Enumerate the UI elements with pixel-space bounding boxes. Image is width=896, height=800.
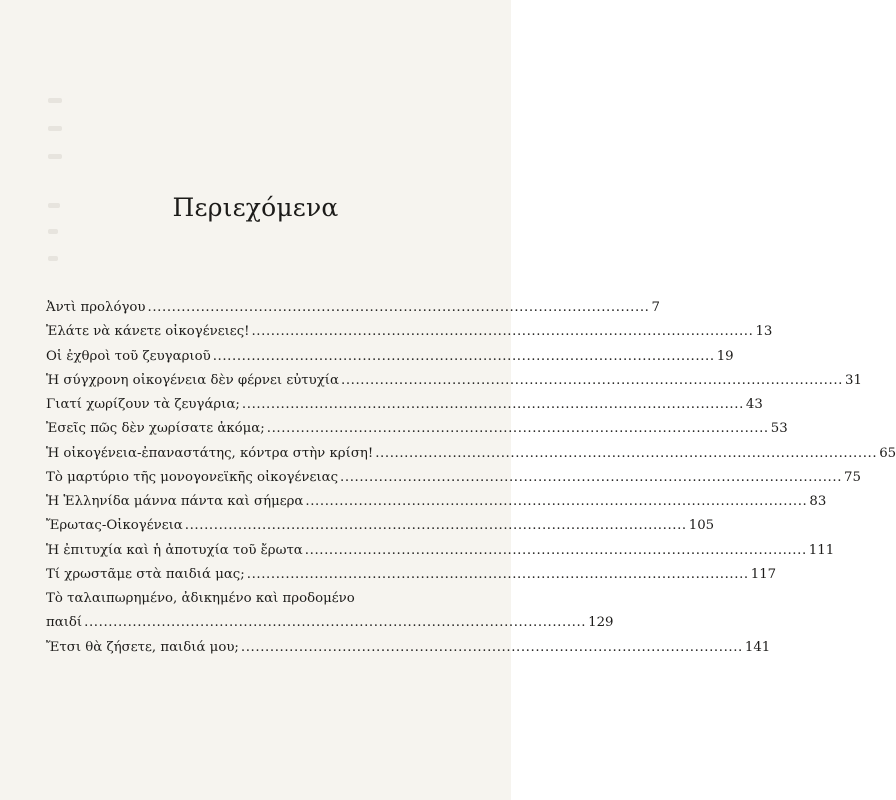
- show-through-line: [48, 256, 58, 261]
- dot-leader: ........................................................................................................: [340, 469, 843, 485]
- toc-entry[interactable]: [46, 539, 835, 563]
- dot-leader: ........................................................................................................: [246, 566, 749, 582]
- toc-entry-title-continued: παιδί: [46, 615, 83, 631]
- toc-entry-title: Ἐσεῖς πῶς δὲν χωρίσατε ἀκόμα;: [46, 421, 265, 437]
- toc-entry-page: 129: [588, 615, 614, 631]
- dot-leader: ........................................................................................................: [147, 300, 650, 315]
- toc-entry[interactable]: [46, 514, 715, 538]
- dot-leader: ........................................................................................................: [375, 445, 878, 461]
- toc-entry[interactable]: [46, 320, 773, 344]
- toc-entry-page: 117: [750, 566, 777, 582]
- toc-entry[interactable]: [46, 636, 771, 660]
- dot-leader: ........................................................................................................: [184, 518, 687, 534]
- toc-entry-page: 111: [808, 542, 835, 558]
- toc-entry[interactable]: [46, 296, 660, 320]
- toc-entry-page: 7: [651, 300, 660, 315]
- toc-entry-page: 13: [755, 324, 773, 340]
- toc-entry-page: 141: [744, 639, 771, 655]
- dot-leader: ........................................................................................................: [84, 615, 587, 631]
- dot-leader: ........................................................................................................: [266, 421, 769, 437]
- toc-entry-page: 83: [809, 494, 827, 509]
- dot-leader: ........................................................................................................: [212, 348, 715, 364]
- toc-entry-page: 31: [844, 372, 862, 388]
- toc-entry[interactable]: [46, 393, 763, 417]
- toc-entry-title: Γιατί χωρίζουν τὰ ζευγάρια;: [46, 397, 240, 412]
- show-through-line: [48, 98, 62, 103]
- toc-entry-title: Τὸ μαρτύριο τῆς μονογονεϊκῆς οἰκογένειας: [46, 469, 339, 485]
- show-through-line: [48, 126, 62, 131]
- toc-entry-title: Ἔρωτας-Οἰκογένεια: [46, 518, 183, 534]
- dot-leader: ........................................................................................................: [240, 639, 743, 655]
- toc-entry-title: Οἱ ἐχθροὶ τοῦ ζευγαριοῦ: [46, 348, 211, 364]
- dot-leader: ........................................................................................................: [241, 397, 744, 412]
- toc-entry[interactable]: [46, 417, 788, 441]
- toc-entry-title: Τὸ ταλαιπωρημένο, ἀδικημένο καὶ προδομένο: [46, 591, 355, 606]
- toc-entry-page: 75: [844, 469, 861, 485]
- toc-entry-title: Τί χρωστᾶμε στὰ παιδιά μας;: [46, 566, 245, 582]
- toc-entry[interactable]: [46, 563, 777, 587]
- dot-leader: ........................................................................................................: [341, 372, 843, 388]
- toc-entry[interactable]: [46, 345, 734, 369]
- toc-entry[interactable]: [46, 587, 614, 636]
- toc-entry-title: Ἡ ἐπιτυχία καὶ ἡ ἀποτυχία τοῦ ἔρωτα: [46, 542, 303, 558]
- toc-entry-page: 43: [745, 397, 763, 412]
- toc-entry-title: Ἡ Ἑλληνίδα μάννα πάντα καὶ σήμερα: [46, 494, 304, 509]
- toc-entry-title: Ἔτσι θὰ ζήσετε, παιδιά μου;: [46, 639, 239, 655]
- table-of-contents: [46, 296, 896, 660]
- show-through-line: [48, 154, 62, 159]
- toc-entry-title: Ἀντὶ προλόγου: [46, 300, 146, 315]
- dot-leader: ........................................................................................................: [304, 542, 807, 558]
- toc-entry-title: Ἡ οἰκογένεια-ἐπαναστάτης, κόντρα στὴν κρίση!: [46, 445, 374, 461]
- dot-leader: ........................................................................................................: [305, 494, 808, 509]
- toc-entry[interactable]: [46, 442, 896, 466]
- show-through-line: [48, 229, 58, 234]
- toc-entry[interactable]: [46, 466, 861, 490]
- toc-entry-page: 19: [716, 348, 734, 364]
- toc-entry-title: Ἐλάτε νὰ κάνετε οἰκογένειες!: [46, 324, 250, 340]
- toc-entry-page: 53: [770, 421, 788, 437]
- toc-entry-page: 65: [879, 445, 896, 461]
- page-title: Περιεχόμενα: [172, 192, 339, 222]
- toc-entry-title: Ἡ σύγχρονη οἰκογένεια δὲν φέρνει εὐτυχία: [46, 372, 339, 388]
- dot-leader: ........................................................................................................: [251, 324, 754, 340]
- toc-entry[interactable]: [46, 369, 862, 393]
- toc-entry[interactable]: [46, 490, 827, 514]
- toc-entry-page: 105: [688, 518, 715, 534]
